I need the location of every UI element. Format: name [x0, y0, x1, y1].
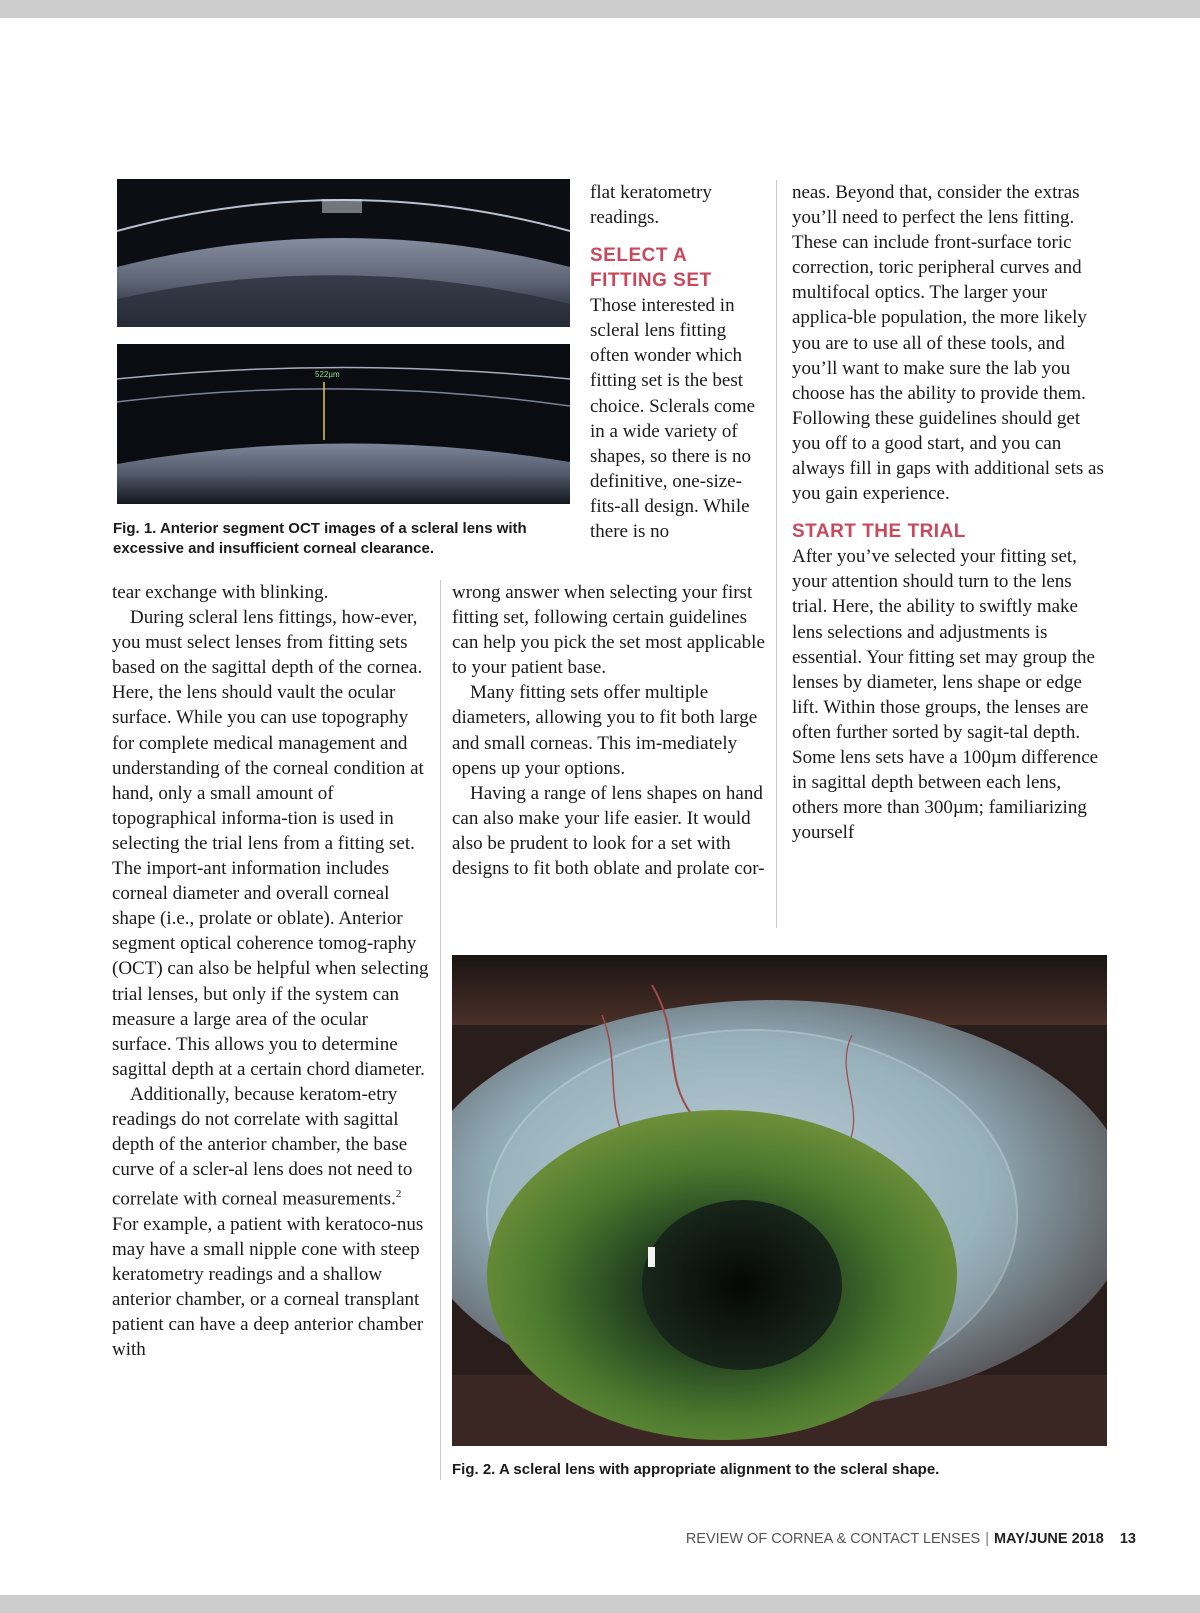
figure-2-caption: Fig. 2. A scleral lens with appropriate alignment to the scleral shape. [452, 1461, 940, 1478]
journal-name: REVIEW OF CORNEA & CONTACT LENSES [685, 1531, 981, 1547]
oct-image-excessive-clearance [117, 179, 570, 327]
oct-measurement-label: 522µm [315, 370, 340, 379]
section-heading-start-the-trial: START THE TRIAL [792, 521, 966, 543]
figure-1-caption: Fig. 1. Anterior segment OCT images of a scleral lens with excessive and insufficient corneal clearance. [113, 520, 527, 557]
column-middle-bottom [452, 580, 770, 881]
top-band [0, 0, 1200, 18]
footer-separator: | [985, 1531, 989, 1547]
column-divider [440, 580, 441, 1480]
issue-date: MAY/JUNE 2018 [993, 1531, 1104, 1547]
paragraph: wrong answer when selecting your first fitting set, following certain guidelines can help you pick the set most applicable to your patient base. [452, 582, 765, 679]
section-heading-select-fitting-set: SELECT A FITTING SET [590, 245, 712, 292]
paragraph-text: Additionally, because keratom-etry readings do not correlate with sagittal depth of the anterior chamber, the base curve of a scler-al lens does not need to correlate with corneal measurements. [112, 1083, 413, 1210]
paragraph: tear exchange with blinking. [112, 582, 329, 603]
column-middle-top [590, 180, 760, 544]
page-number: 13 [1119, 1531, 1136, 1547]
paragraph: flat keratometry readings. [590, 182, 712, 229]
oct-image-insufficient-clearance [117, 344, 570, 504]
paragraph: During scleral lens fittings, how-ever, you must select lenses from fitting sets based on the sagittal depth of the cornea. Here, the lens should vault the ocular surface. While you can use topography for complete medical management and understanding of the corneal condition at hand, only a small amount of topographical informa-tion is used in selecting the trial lens from a fitting set. The import-ant information includes corneal diameter and overall corneal shape (i.e., prolate or oblate). Anterior segment optical coherence tomog-raphy (OCT) can also be helpful when selecting trial lenses, but only if the system can measure a large area of the ocular surface. This allows you to determine sagittal depth at a certain chord diameter. [112, 607, 429, 1080]
scleral-lens-eye-photo [452, 955, 1107, 1446]
paragraph: neas. Beyond that, consider the extras you’ll need to perfect the lens fitting. These can include front-surface toric correction, toric peripheral curves and multifocal optics. The larger your applica-ble population, the more likely you are to use all of these tools, and you’ll want to make sure the lab you choose has the ability to provide them. Following these guidelines should get you off to a good start, and you can always fill in gaps with additional sets as you gain experience. [792, 182, 1104, 505]
paragraph-text: For example, a patient with keratoco-nus may have a small nipple cone with steep keratometry readings and a shallow anterior chamber, or a corneal transplant patient can have a deep anterior chamber with [112, 1213, 424, 1361]
column-right-top [792, 180, 1110, 845]
paragraph: Having a range of lens shapes on hand can also make your life easier. It would also be prudent to look for a set with designs to fit both oblate and prolate cor- [452, 782, 765, 880]
paragraph [112, 1082, 430, 1362]
column-left [112, 580, 430, 1362]
bottom-band [0, 1595, 1200, 1613]
page-footer [686, 1531, 1136, 1547]
reference-superscript: 2 [395, 1188, 402, 1201]
paragraph: After you’ve selected your fitting set, your attention should turn to the lens trial. Here, the ability to swiftly make lens selections and adjustments is essential. Your fitting set may group the lenses by diameter, lens shape or edge lift. Within those groups, the lenses are often further sorted by sagit-tal depth. Some lens sets have a 100µm difference in sagittal depth between each lens, others more than 300µm; familiarizing yourself [792, 546, 1099, 844]
paragraph: Many fitting sets offer multiple diameters, allowing you to fit both large and small corneas. This im-mediately opens up your options. [452, 682, 758, 779]
column-divider [776, 180, 777, 928]
paragraph: Those interested in scleral lens fitting often wonder which fitting set is the best choice. Sclerals come in a wide variety of shapes, so there is no definitive, one-size-fits-all design. While there is no [590, 295, 756, 543]
